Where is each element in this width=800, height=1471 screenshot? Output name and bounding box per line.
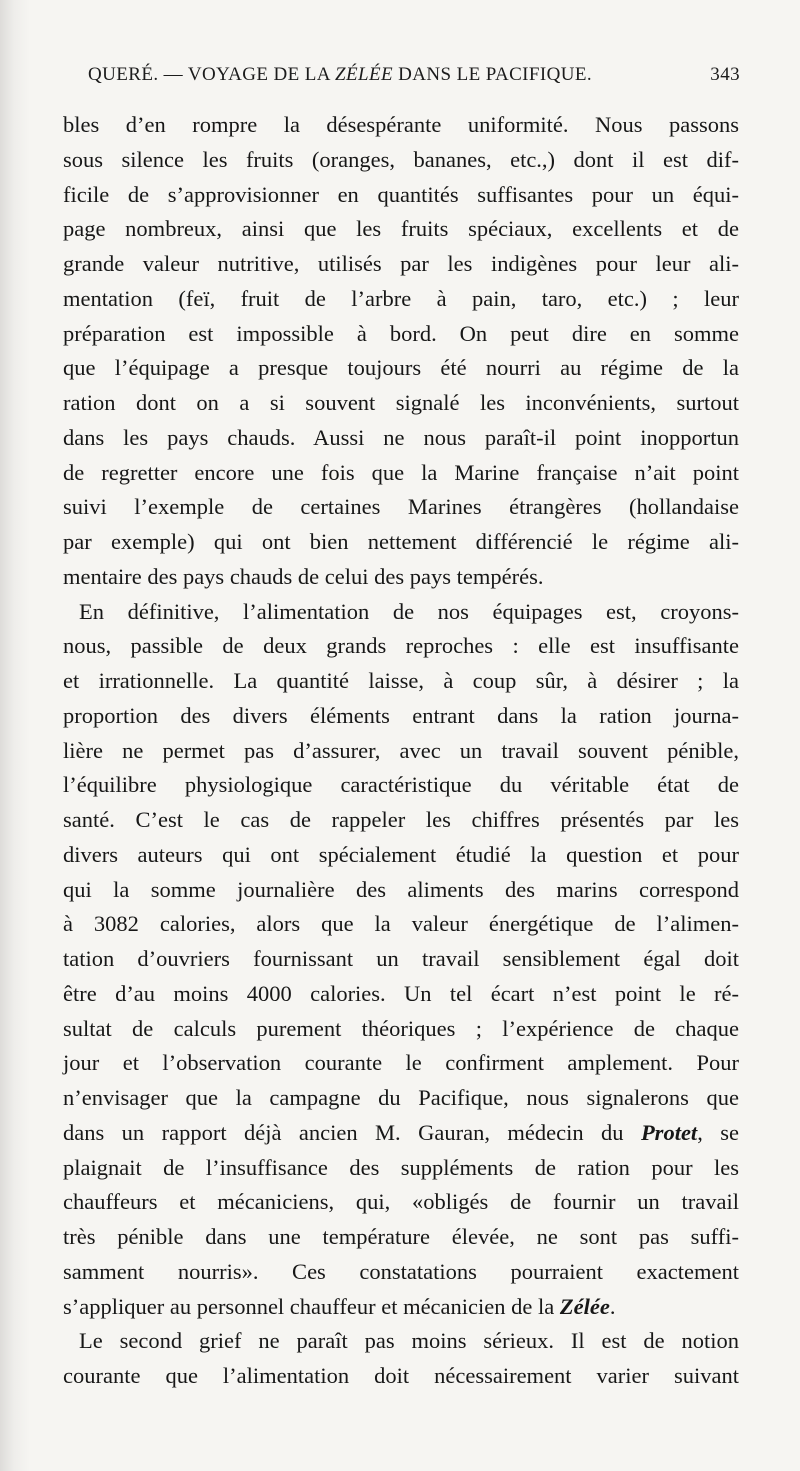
text-line-start: dans un rapport déjà ancien M. Gauran, médecin du <box>63 1119 641 1145</box>
text-line-end: , se <box>697 1119 739 1145</box>
text-line: plaignait de l’insuffisance des suppléments de ration pour les <box>63 1154 739 1180</box>
text-line: Le second grief ne paraît pas moins sérieux. Il est de notion <box>79 1328 739 1354</box>
text-line <box>63 1116 739 1151</box>
text-line: sultat de calculs purement théoriques ; l’expérience de chaque <box>63 1015 739 1041</box>
ship-name-zelee: Zélée <box>559 1293 610 1319</box>
text-line: l’équilibre physiologique caractéristique du véritable état de <box>63 772 739 798</box>
text-line: chauffeurs et mécaniciens, qui, «obligés de fournir un travail <box>63 1189 739 1215</box>
text-line: samment nourris». Ces constatations pourraient exactement <box>63 1258 739 1284</box>
text-line: préparation est impossible à bord. On peut dire en somme <box>63 320 739 346</box>
running-title-prefix: QUERÉ. — VOYAGE DE LA <box>88 64 335 85</box>
page-number: 343 <box>710 64 740 85</box>
running-title <box>88 64 592 86</box>
text-line: être d’au moins 4000 calories. Un tel écart n’est point le ré- <box>63 980 739 1006</box>
text-line: mentation (feï, fruit de l’arbre à pain, taro, etc.) ; leur <box>63 285 739 311</box>
text-line: de regretter encore une fois que la Marine française n’ait point <box>63 459 739 485</box>
text-line: jour et l’observation courante le confirment amplement. Pour <box>63 1050 739 1076</box>
text-line: grande valeur nutritive, utilisés par les indigènes pour leur ali- <box>63 251 739 276</box>
text-line: bles d’en rompre la désespérante uniformité. Nous passons <box>63 112 739 137</box>
text-line: que l’équipage a presque toujours été nourri au régime de la <box>63 355 739 381</box>
text-line: lière ne permet pas d’assurer, avec un travail souvent pénible, <box>63 737 739 763</box>
text-line: n’envisager que la campagne du Pacifique, nous signalerons que <box>63 1085 739 1110</box>
text-line: En définitive, l’alimentation de nos équipages est, croyons- <box>79 598 739 624</box>
text-line: tation d’ouvriers fournissant un travail sensiblement égal doit <box>63 946 739 971</box>
text-line <box>63 1290 739 1325</box>
text-line: sous silence les fruits (oranges, bananes, etc.,) dont il est dif- <box>63 146 739 172</box>
text-line: très pénible dans une température élevée, ne sont pas suffi- <box>63 1224 739 1249</box>
text-line: dans les pays chauds. Aussi ne nous paraît-il point inopportun <box>63 424 739 450</box>
text-line: qui la somme journalière des aliments des marins correspond <box>63 876 739 902</box>
running-title-ship-name: ZÉLÉE <box>335 64 393 85</box>
text-line: santé. C’est le cas de rappeler les chiffres présentés par les <box>63 807 739 832</box>
text-line: courante que l’alimentation doit nécessairement varier suivant <box>63 1363 739 1388</box>
text-line: page nombreux, ainsi que les fruits spéciaux, excellents et de <box>63 216 739 242</box>
text-line: ficile de s’approvisionner en quantités suffisantes pour un équi- <box>63 181 739 207</box>
text-line: et irrationnelle. La quantité laisse, à coup sûr, à désirer ; la <box>63 668 739 693</box>
text-line: à 3082 calories, alors que la valeur énergétique de l’alimen- <box>63 911 739 937</box>
text-line-end: . <box>609 1293 616 1319</box>
running-title-suffix: DANS LE PACIFIQUE. <box>392 64 592 85</box>
text-line: suivi l’exemple de certaines Marines étrangères (hollandaise <box>63 494 739 520</box>
text-line-start: s’appliquer au personnel chauffeur et mécanicien de la <box>63 1293 560 1319</box>
text-line: mentaire des pays chauds de celui des pays tempérés. <box>63 563 544 589</box>
body-text <box>63 108 739 1394</box>
text-line: proportion des divers éléments entrant dans la ration journa- <box>63 702 739 728</box>
text-line: ration dont on a si souvent signalé les inconvénients, surtout <box>63 390 739 415</box>
text-line: nous, passible de deux grands reproches : elle est insuffisante <box>63 633 739 659</box>
ship-name-protet: Protet <box>640 1119 698 1145</box>
text-line: par exemple) qui ont bien nettement différencié le régime ali- <box>63 529 739 554</box>
text-line: divers auteurs qui ont spécialement étudié la question et pour <box>63 841 739 867</box>
running-header <box>88 64 740 86</box>
